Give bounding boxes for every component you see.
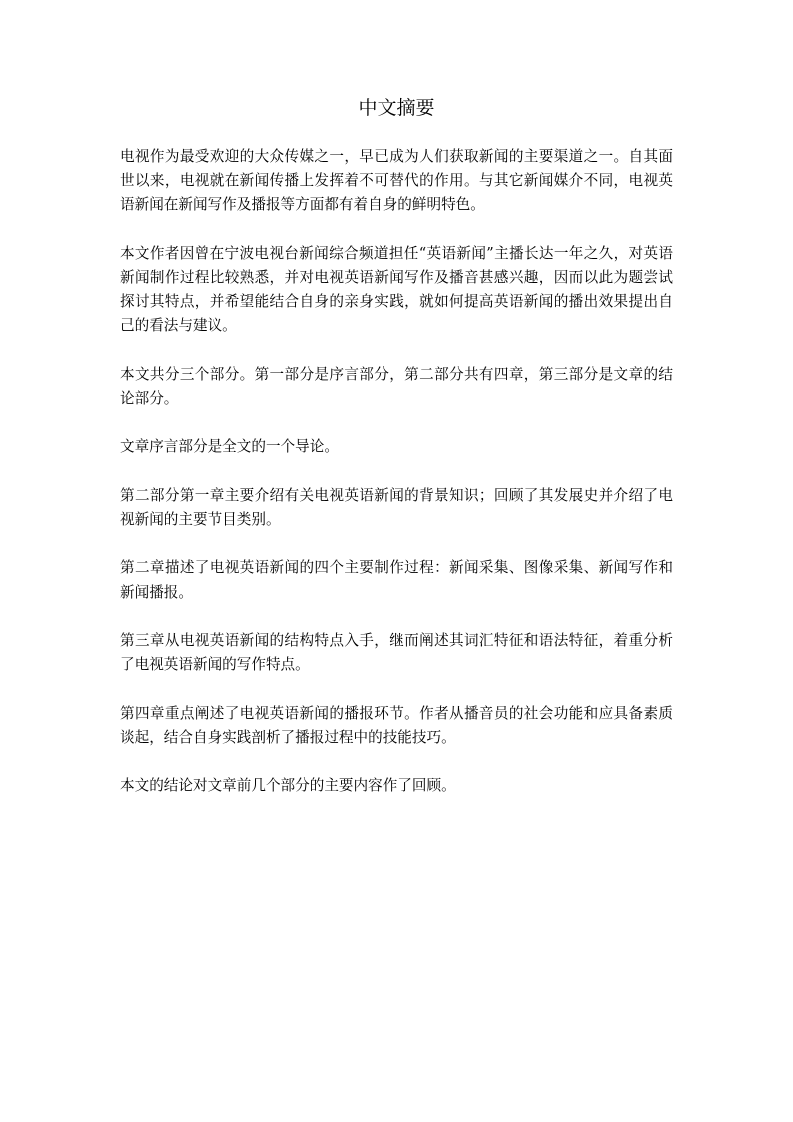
paragraph: 本文作者因曾在宁波电视台新闻综合频道担任“英语新闻”主播长达一年之久，对英语新闻制作过程比较熟悉，并对电视英语新闻写作及播音甚感兴趣，因而以此为题尝试探讨其特点，并希望能结合自身的亲身实践，就如何提高英语新闻的播出效果提出自己的看法与建议。 — [120, 244, 673, 335]
paragraph: 本文的结论对文章前几个部分的主要内容作了回顾。 — [120, 777, 456, 795]
paragraph: 第二章描述了电视英语新闻的四个主要制作过程：新闻采集、图像采集、新闻写作和新闻播报。 — [120, 559, 673, 601]
paragraph: 第三章从电视英语新闻的结构特点入手，继而阐述其词汇特征和语法特征，着重分析了电视英语新闻的写作特点。 — [120, 631, 673, 674]
abstract-body — [120, 145, 673, 798]
paragraph: 第四章重点阐述了电视英语新闻的播报环节。作者从播音员的社会功能和应具备素质谈起，结合自身实践剖析了播报过程中的技能技巧。 — [120, 704, 673, 746]
paragraph: 电视作为最受欢迎的大众传媒之一，早已成为人们获取新闻的主要渠道之一。自其面世以来，电视就在新闻传播上发挥着不可替代的作用。与其它新闻媒介不同，电视英语新闻在新闻写作及播报等方面都有着自身的鲜明特色。 — [120, 148, 673, 214]
page-title: 中文摘要 — [358, 97, 435, 119]
paragraph: 本文共分三个部分。第一部分是序言部分，第二部分共有四章，第三部分是文章的结论部分。 — [120, 365, 673, 407]
paragraph: 文章序言部分是全文的一个导论。 — [120, 438, 339, 456]
paragraph: 第二部分第一章主要介绍有关电视英语新闻的背景知识；回顾了其发展史并介绍了电视新闻的主要节目类别。 — [120, 486, 673, 528]
